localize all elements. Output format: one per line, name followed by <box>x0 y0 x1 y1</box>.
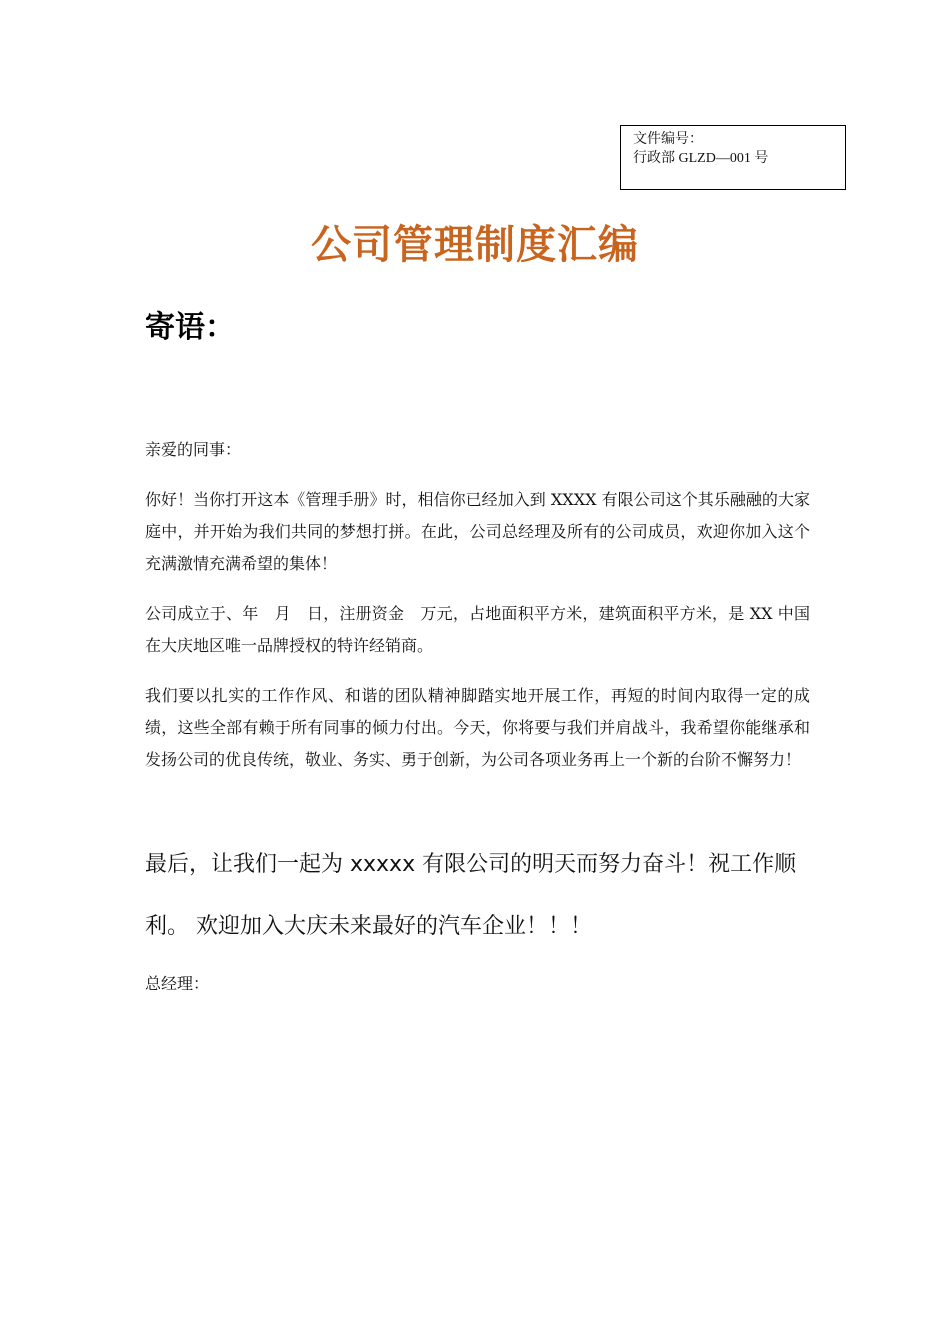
greeting: 亲爱的同事： <box>145 440 242 459</box>
document-number-box <box>620 125 846 190</box>
page-title: 公司管理制度汇编 <box>311 222 639 268</box>
closing-message: 最后，让我们一起为 xxxxx 有限公司的明天而努力奋斗！祝工作顺利。 欢迎加入大庆未来最好的汽车企业！！！ <box>145 852 797 939</box>
paragraph-company-info: 公司成立于、年 月 日，注册资金 万元，占地面积平方米，建筑面积平方米，是 XX 中国在大庆地区唯一品牌授权的特许经销商。 <box>145 604 810 655</box>
document-number-label: 文件编号： <box>633 132 703 147</box>
document-number-value: 行政部 GLZD—001 号 <box>633 151 769 166</box>
paragraph-welcome: 你好！当你打开这本《管理手册》时，相信你已经加入到 XXXX 有限公司这个其乐融融的大家庭中，并开始为我们共同的梦想打拼。在此，公司总经理及所有的公司成员，欢迎你加入这个充满激情充满希望的集体！ <box>145 490 810 573</box>
signature-label: 总经理： <box>145 974 210 993</box>
paragraph-teamwork: 我们要以扎实的工作作风、和谐的团队精神脚踏实地开展工作，再短的时间内取得一定的成绩，这些全部有赖于所有同事的倾力付出。今天，你将要与我们并肩战斗，我希望你能继承和发扬公司的优良传统，敬业、务实、勇于创新，为公司各项业务再上一个新的台阶不懈努力！ <box>145 686 810 769</box>
preface-heading: 寄语： <box>145 310 235 345</box>
